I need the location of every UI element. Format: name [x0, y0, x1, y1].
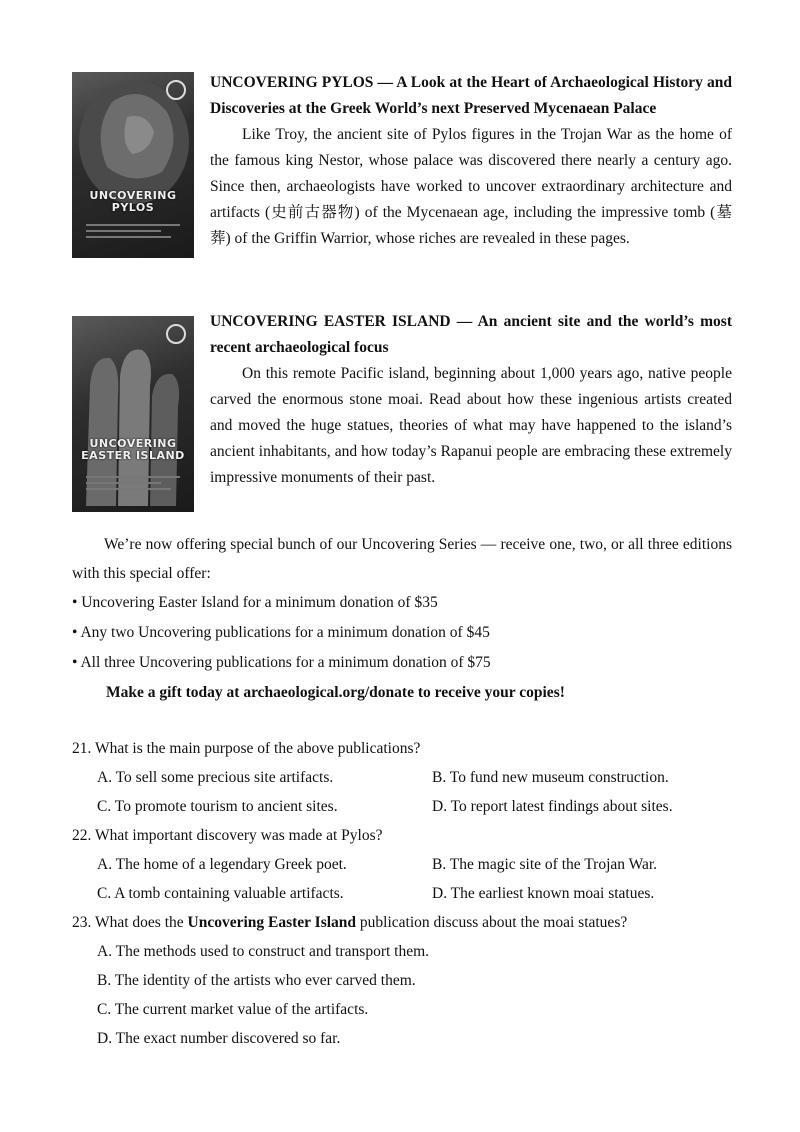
option: D. The exact number discovered so far. — [97, 1030, 341, 1047]
question-23: 23. What does the Uncovering Easter Island publication discuss about the moai statues? — [72, 914, 628, 931]
easter-island-text — [210, 309, 732, 491]
question-21: 21. What is the main purpose of the above publications? — [72, 740, 421, 757]
pylos-heading: UNCOVERING PYLOS — A Look at the Heart of Archaeological History and Discoveries at the Greek World’s next Preserved Mycenaean Palace — [210, 74, 732, 117]
pylos-body: Like Troy, the ancient site of Pylos figures in the Trojan War as the home of the famous king Nestor, whose palace was discovered there nearly a century ago. Since then, archaeologists have worked to uncover extraordinary architecture and artifacts (史前古器物) of the Mycenaean age, including the impressive tomb (墓葬) of the Griffin Warrior, whose riches are revealed in these pages. — [210, 126, 732, 247]
cover-subtitle-lines — [86, 472, 180, 494]
cover-logo-icon — [166, 80, 186, 100]
option: C. The current market value of the artifacts. — [97, 1001, 369, 1018]
offer-bullet: • All three Uncovering publications for a minimum donation of $75 — [72, 654, 491, 671]
option: D. The earliest known moai statues. — [432, 885, 655, 902]
option: B. The identity of the artists who ever carved them. — [97, 972, 416, 989]
option: D. To report latest findings about sites. — [432, 798, 673, 815]
pylos-cover-title: UNCOVERING PYLOS — [89, 189, 177, 214]
question-21-options — [72, 763, 732, 821]
option: A. To sell some precious site artifacts. — [97, 769, 334, 786]
cover-subtitle-lines — [86, 220, 180, 242]
easter-island-body: On this remote Pacific island, beginning about 1,000 years ago, native people carved the enormous stone moai. Read about how these ingenious artists created and moved the huge statues, theories of what may have happened to the island’s ancient inhabitants, and how today’s Rapanui people are embracing these extremely impressive monuments of their past. — [210, 365, 732, 486]
easter-island-heading: UNCOVERING EASTER ISLAND — An ancient site and the world’s most recent archaeological focus — [210, 313, 732, 356]
pylos-cover-image — [72, 72, 194, 258]
article-pylos — [72, 72, 732, 272]
easter-island-cover-image — [72, 316, 194, 512]
offer-intro: We’re now offering special bunch of our Uncovering Series — receive one, two, or all three editions with this special offer: — [72, 536, 732, 582]
option: B. The magic site of the Trojan War. — [432, 856, 658, 873]
easter-island-cover-title: UNCOVERING EASTER ISLAND — [81, 437, 185, 462]
option: C. A tomb containing valuable artifacts. — [97, 885, 344, 902]
special-offer — [72, 530, 732, 708]
question-22-options — [72, 850, 732, 908]
option: A. The home of a legendary Greek poet. — [97, 856, 347, 873]
question-22: 22. What important discovery was made at Pylos? — [72, 827, 383, 844]
offer-bullet: • Uncovering Easter Island for a minimum donation of $35 — [72, 594, 438, 611]
donate-call-to-action: Make a gift today at archaeological.org/donate to receive your copies! — [106, 684, 565, 701]
article-easter-island — [72, 313, 732, 516]
offer-bullet: • Any two Uncovering publications for a minimum donation of $45 — [72, 624, 490, 641]
questions — [72, 734, 732, 1053]
option: C. To promote tourism to ancient sites. — [97, 798, 338, 815]
cover-logo-icon — [166, 324, 186, 344]
option: A. The methods used to construct and transport them. — [97, 943, 430, 960]
pylos-text — [210, 70, 732, 252]
option: B. To fund new museum construction. — [432, 769, 669, 786]
